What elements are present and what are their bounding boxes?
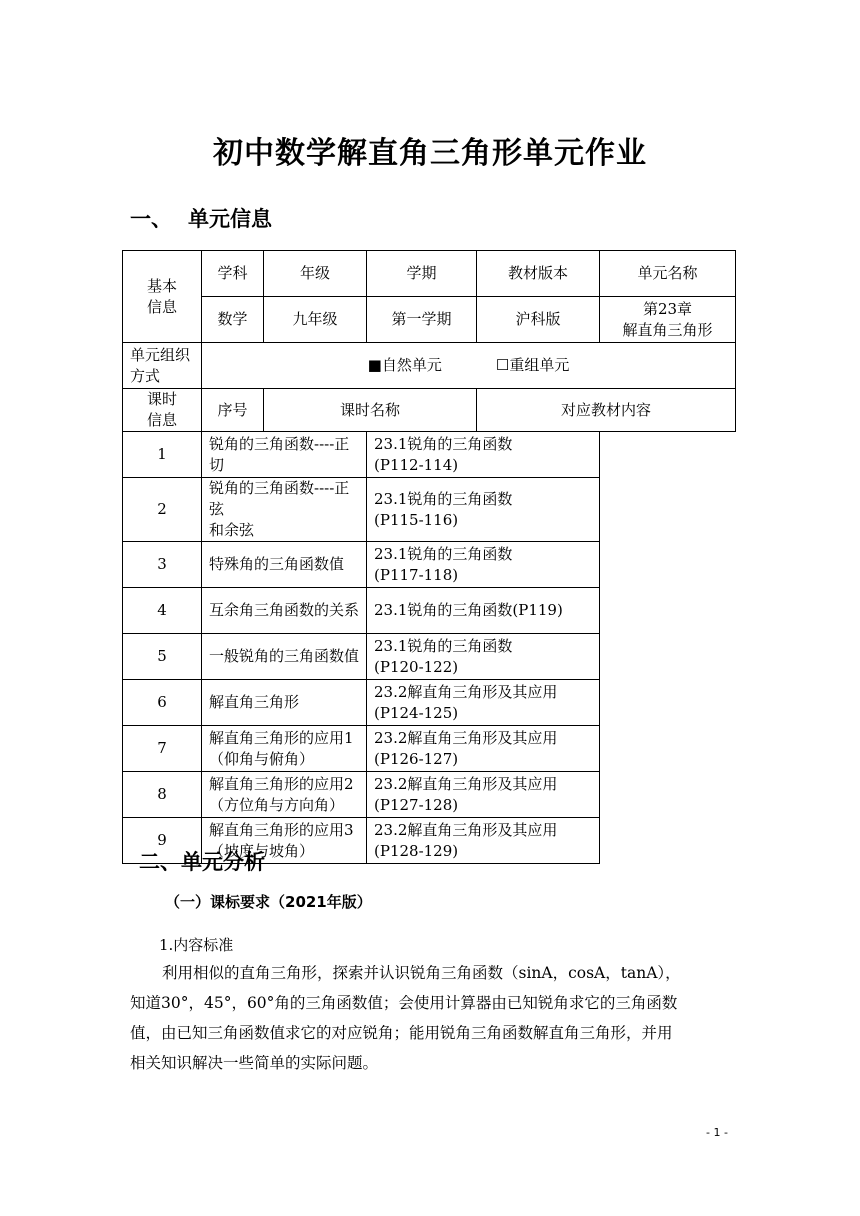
lesson-content: 23.1锐角的三角函数 (P115-116) xyxy=(367,478,600,542)
item-heading: 1.内容标准 xyxy=(159,936,234,954)
value-cell: 数学 xyxy=(202,297,264,343)
section-number: 一、 xyxy=(130,207,172,231)
unit-info-table xyxy=(122,250,736,864)
header-cell: 教材版本 xyxy=(477,251,600,297)
section-heading-unit-info xyxy=(130,203,272,233)
lesson-row xyxy=(123,680,736,726)
lesson-name: 锐角的三角函数----正弦 和余弦 xyxy=(202,478,367,542)
basic-header-row xyxy=(123,251,736,297)
section-heading-unit-analysis: 二、单元分析 xyxy=(139,850,265,874)
value-cell-unit-name: 第23章 解直角三角形 xyxy=(600,297,736,343)
lesson-row xyxy=(123,432,736,478)
lesson-content: 23.1锐角的三角函数 (P112-114) xyxy=(367,432,600,478)
lesson-content: 23.1锐角的三角函数 (P117-118) xyxy=(367,542,600,588)
document-title: 初中数学解直角三角形单元作业 xyxy=(213,136,647,171)
checked-box-icon: ■ xyxy=(367,356,382,374)
org-label: 单元组织方式 xyxy=(123,343,202,389)
lesson-number: 1 xyxy=(123,432,202,478)
basic-info-label: 基本信息 xyxy=(123,251,202,343)
header-cell: 对应教材内容 xyxy=(477,389,736,432)
value-cell: 第一学期 xyxy=(367,297,477,343)
lesson-number: 3 xyxy=(123,542,202,588)
subsection-heading: （一）课标要求（2021年版） xyxy=(165,893,372,911)
section-label: 单元信息 xyxy=(188,207,272,231)
lesson-content: 23.2解直角三角形及其应用 (P127-128) xyxy=(367,772,600,818)
paragraph-line: 相关知识解决一些简单的实际问题。 xyxy=(130,1054,379,1072)
lesson-name: 解直角三角形 xyxy=(202,680,367,726)
option-regroup-unit: 重组单元 xyxy=(509,356,570,374)
lesson-number: 9 xyxy=(123,818,202,864)
lesson-number: 7 xyxy=(123,726,202,772)
header-cell: 序号 xyxy=(202,389,264,432)
empty-box-icon: ☐ xyxy=(495,356,510,374)
lesson-content: 23.2解直角三角形及其应用 (P124-125) xyxy=(367,680,600,726)
header-cell: 学科 xyxy=(202,251,264,297)
paragraph-line: 利用相似的直角三角形，探索并认识锐角三角函数（sinA，cosA，tanA）， xyxy=(162,964,681,982)
lesson-number: 2 xyxy=(123,478,202,542)
lesson-content: 23.1锐角的三角函数(P119) xyxy=(367,588,600,634)
org-options xyxy=(202,343,736,389)
lesson-row xyxy=(123,542,736,588)
lesson-header-row xyxy=(123,389,736,432)
paragraph-line: 知道30°，45°，60°角的三角函数值；会使用计算器由已知锐角求它的三角函数 xyxy=(130,994,678,1012)
paragraph-line: 值，由已知三角函数值求它的对应锐角；能用锐角三角函数解直角三角形，并用 xyxy=(130,1024,673,1042)
basic-value-row xyxy=(123,297,736,343)
lesson-row xyxy=(123,772,736,818)
header-cell: 学期 xyxy=(367,251,477,297)
lesson-number: 4 xyxy=(123,588,202,634)
lesson-content: 23.1锐角的三角函数 (P120-122) xyxy=(367,634,600,680)
lesson-name: 特殊角的三角函数值 xyxy=(202,542,367,588)
lesson-number: 6 xyxy=(123,680,202,726)
value-cell: 沪科版 xyxy=(477,297,600,343)
lesson-row xyxy=(123,634,736,680)
header-cell: 年级 xyxy=(264,251,367,297)
value-cell: 九年级 xyxy=(264,297,367,343)
lesson-name: 锐角的三角函数----正切 xyxy=(202,432,367,478)
lesson-name: 一般锐角的三角函数值 xyxy=(202,634,367,680)
lesson-row xyxy=(123,478,736,542)
lesson-name: 解直角三角形的应用1 （仰角与俯角） xyxy=(202,726,367,772)
lesson-name: 解直角三角形的应用3 （坡度与坡角） xyxy=(202,818,367,864)
lesson-row xyxy=(123,588,736,634)
lesson-row xyxy=(123,726,736,772)
lesson-content: 23.2解直角三角形及其应用 (P128-129) xyxy=(367,818,600,864)
lesson-name: 解直角三角形的应用2 （方位角与方向角） xyxy=(202,772,367,818)
page-number: - 1 - xyxy=(706,1126,728,1139)
header-cell: 课时名称 xyxy=(264,389,477,432)
lesson-number: 8 xyxy=(123,772,202,818)
lesson-info-label: 课时信息 xyxy=(123,389,202,432)
content-paragraph xyxy=(130,958,730,1078)
lesson-content: 23.2解直角三角形及其应用 (P126-127) xyxy=(367,726,600,772)
lesson-name: 互余角三角函数的关系 xyxy=(202,588,367,634)
option-natural-unit: 自然单元 xyxy=(381,356,442,374)
lesson-number: 5 xyxy=(123,634,202,680)
header-cell: 单元名称 xyxy=(600,251,736,297)
org-row xyxy=(123,343,736,389)
